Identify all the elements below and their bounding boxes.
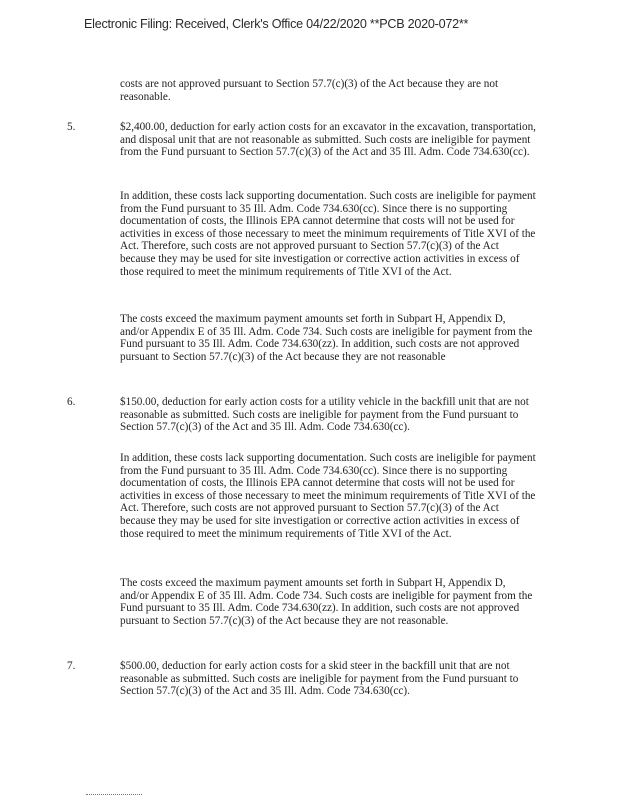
item-paragraph: The costs exceed the maximum payment amounts set forth in Subpart H, Appendix D, and/or Appendix E of 35 Ill. Adm. Code 734. Such costs are ineligible for payment from the Fund pursuant to 35 Ill. Adm. Code 734.630(zz). In addition, such costs are not approved pursuant to Section 57.7(c)(3) of the Act because they are not reasonable. bbox=[120, 577, 533, 627]
item-paragraph: The costs exceed the maximum payment amounts set forth in Subpart H, Appendix D, and/or Appendix E of 35 Ill. Adm. Code 734. Such costs are ineligible for payment from the Fund pursuant to 35 Ill. Adm. Code 734.630(zz). In addition, such costs are not approved pursuant to Section 57.7(c)(3) of the Act because they are not reasonable bbox=[120, 313, 533, 363]
item-paragraph: In addition, these costs lack supporting documentation. Such costs are ineligible for payment from the Fund pursuant to 35 Ill. Adm. Code 734.630(cc). Since there is no supporting documentation of costs, the Illinois EPA cannot determine that costs will not be used for activities in excess of those necessary to meet the minimum requirements of Title XVI of the Act. Therefore, such costs are not approved pursuant to Section 57.7(c)(3) of the Act because they may be used for site investigation or corrective action activities in excess of those required to meet the minimum requirements of Title XVI of the Act. bbox=[120, 190, 536, 278]
item-paragraph: $150.00, deduction for early action costs for a utility vehicle in the backfill unit that are not reasonable as submitted. Such costs are ineligible for payment from the Fund pursuant to Section 57.7(c)(3) of the Act and 35 Ill. Adm. Code 734.630(cc). bbox=[120, 396, 529, 434]
filing-stamp: Electronic Filing: Received, Clerk's Office 04/22/2020 **PCB 2020-072** bbox=[84, 17, 469, 31]
item-paragraph: $500.00, deduction for early action costs for a skid steer in the backfill unit that are not reasonable as submitted. Such costs are ineligible for payment from the Fund pursuant to Section 57.7(c)(3) of the Act and 35 Ill. Adm. Code 734.630(cc). bbox=[120, 660, 519, 698]
item-number: 6. bbox=[67, 396, 76, 408]
continuation-paragraph: costs are not approved pursuant to Section 57.7(c)(3) of the Act because they are not reasonable. bbox=[120, 78, 499, 103]
item-paragraph: $2,400.00, deduction for early action costs for an excavator in the excavation, transportation, and disposal unit that are not reasonable as submitted. Such costs are ineligible for payment from the Fund pursuant to Section 57.7(c)(3) of the Act and 35 Ill. Adm. Code 734.630(cc). bbox=[120, 121, 536, 159]
footer-rule bbox=[86, 794, 142, 797]
item-number: 5. bbox=[67, 121, 76, 133]
item-number: 7. bbox=[67, 660, 76, 672]
item-paragraph: In addition, these costs lack supporting documentation. Such costs are ineligible for payment from the Fund pursuant to 35 Ill. Adm. Code 734.630(cc). Since there is no supporting documentation of costs, the Illinois EPA cannot determine that costs will not be used for activities in excess of those necessary to meet the minimum requirements of Title XVI of the Act. Therefore, such costs are not approved pursuant to Section 57.7(c)(3) of the Act because they may be used for site investigation or corrective action activities in excess of those required to meet the minimum requirements of Title XVI of the Act. bbox=[120, 452, 536, 540]
